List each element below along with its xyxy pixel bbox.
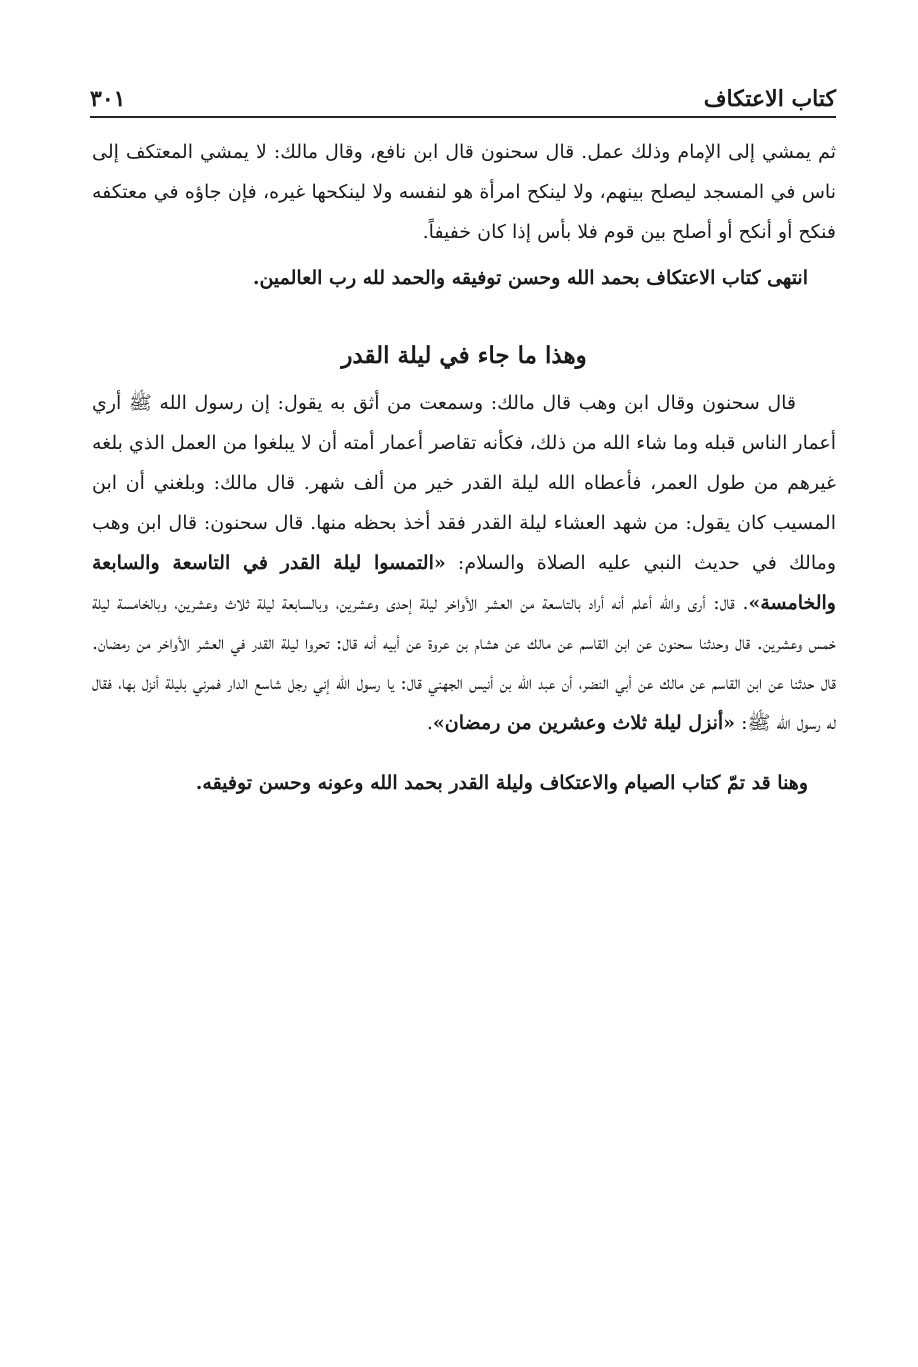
page-number: ٣٠١ xyxy=(90,86,126,112)
hadith-quote: «أنزل ليلة ثلاث وعشرين من رمضان» xyxy=(432,712,736,734)
paragraph-opening: ثم يمشي إلى الإمام وذلك عمل. قال سحنون قال ابن نافع، وقال مالك: لا يمشي المعتكف إلى ناس في المسجد ليصلح بينهم، ولا لينكح امرأة هو لنفسه ولا لينكحها غيره، فإن جاؤه في معتكفه فنكح أو أنكح أو أصلح بين قوم فلا بأس إذا كان خفيفاً. xyxy=(92,141,836,243)
section-heading: وهذا ما جاء في ليلة القدر xyxy=(341,342,587,369)
paragraph-book-closing: وهنا قد تمّ كتاب الصيام والاعتكاف وليلة القدر بحمد الله وعونه وحسن توفيقه. xyxy=(195,772,808,794)
paragraph-chapter-closing: انتهى كتاب الاعتكاف بحمد الله وحسن توفيقه والحمد لله رب العالمين. xyxy=(252,267,808,289)
running-header xyxy=(90,72,836,118)
chapter-title: كتاب الاعتكاف xyxy=(703,86,836,112)
hadith-quote: «التمسوا ليلة القدر في التاسعة والسابعة والخامسة» xyxy=(92,552,836,614)
body-text: . xyxy=(426,712,433,734)
body-text: قال سحنون وقال ابن وهب قال مالك: وسمعت من أثق به يقول: إن رسول الله ﷺ أري أعمار الناس قبله وما شاء الله من ذلك، فكأنه تقاصر أعمار أمته أن لا يبلغوا من العمل الذي بلغه غيرهم من طول العمر، فأعطاه الله ليلة القدر خير من ألف شهر. قال مالك: وبلغني أن ابن المسيب كان يقول: من شهد العشاء ليلة القدر فقد أخذ بحظه منها. قال سحنون: قال ابن وهب ومالك في حديث النبي عليه الصلاة والسلام: xyxy=(92,392,836,574)
paragraph-laylat-al-qadr xyxy=(92,383,836,743)
body-text: . قال: أرى والله أعلم أنه أراد بالتاسعة من العشر الأواخر ليلة إحدى وعشرين، وبالسابعة ليلة ثلاث وعشرين، وبالخامسة ليلة خمس وعشرين. قال وحدثنا سحنون عن ابن القاسم عن مالك عن هشام بن عروة عن أبيه أنه قال: تحروا ليلة القدر في العشر الأواخر من رمضان. قال حدثنا عن ابن القاسم عن مالك عن أبي النضر، أن عبد الله بن أنيس الجهني قال: يا رسول الله إني رجل شاسع الدار فمرني بليلة أنزل بها، فقال له رسول الله ﷺ: xyxy=(92,592,836,734)
page-content xyxy=(92,132,836,803)
